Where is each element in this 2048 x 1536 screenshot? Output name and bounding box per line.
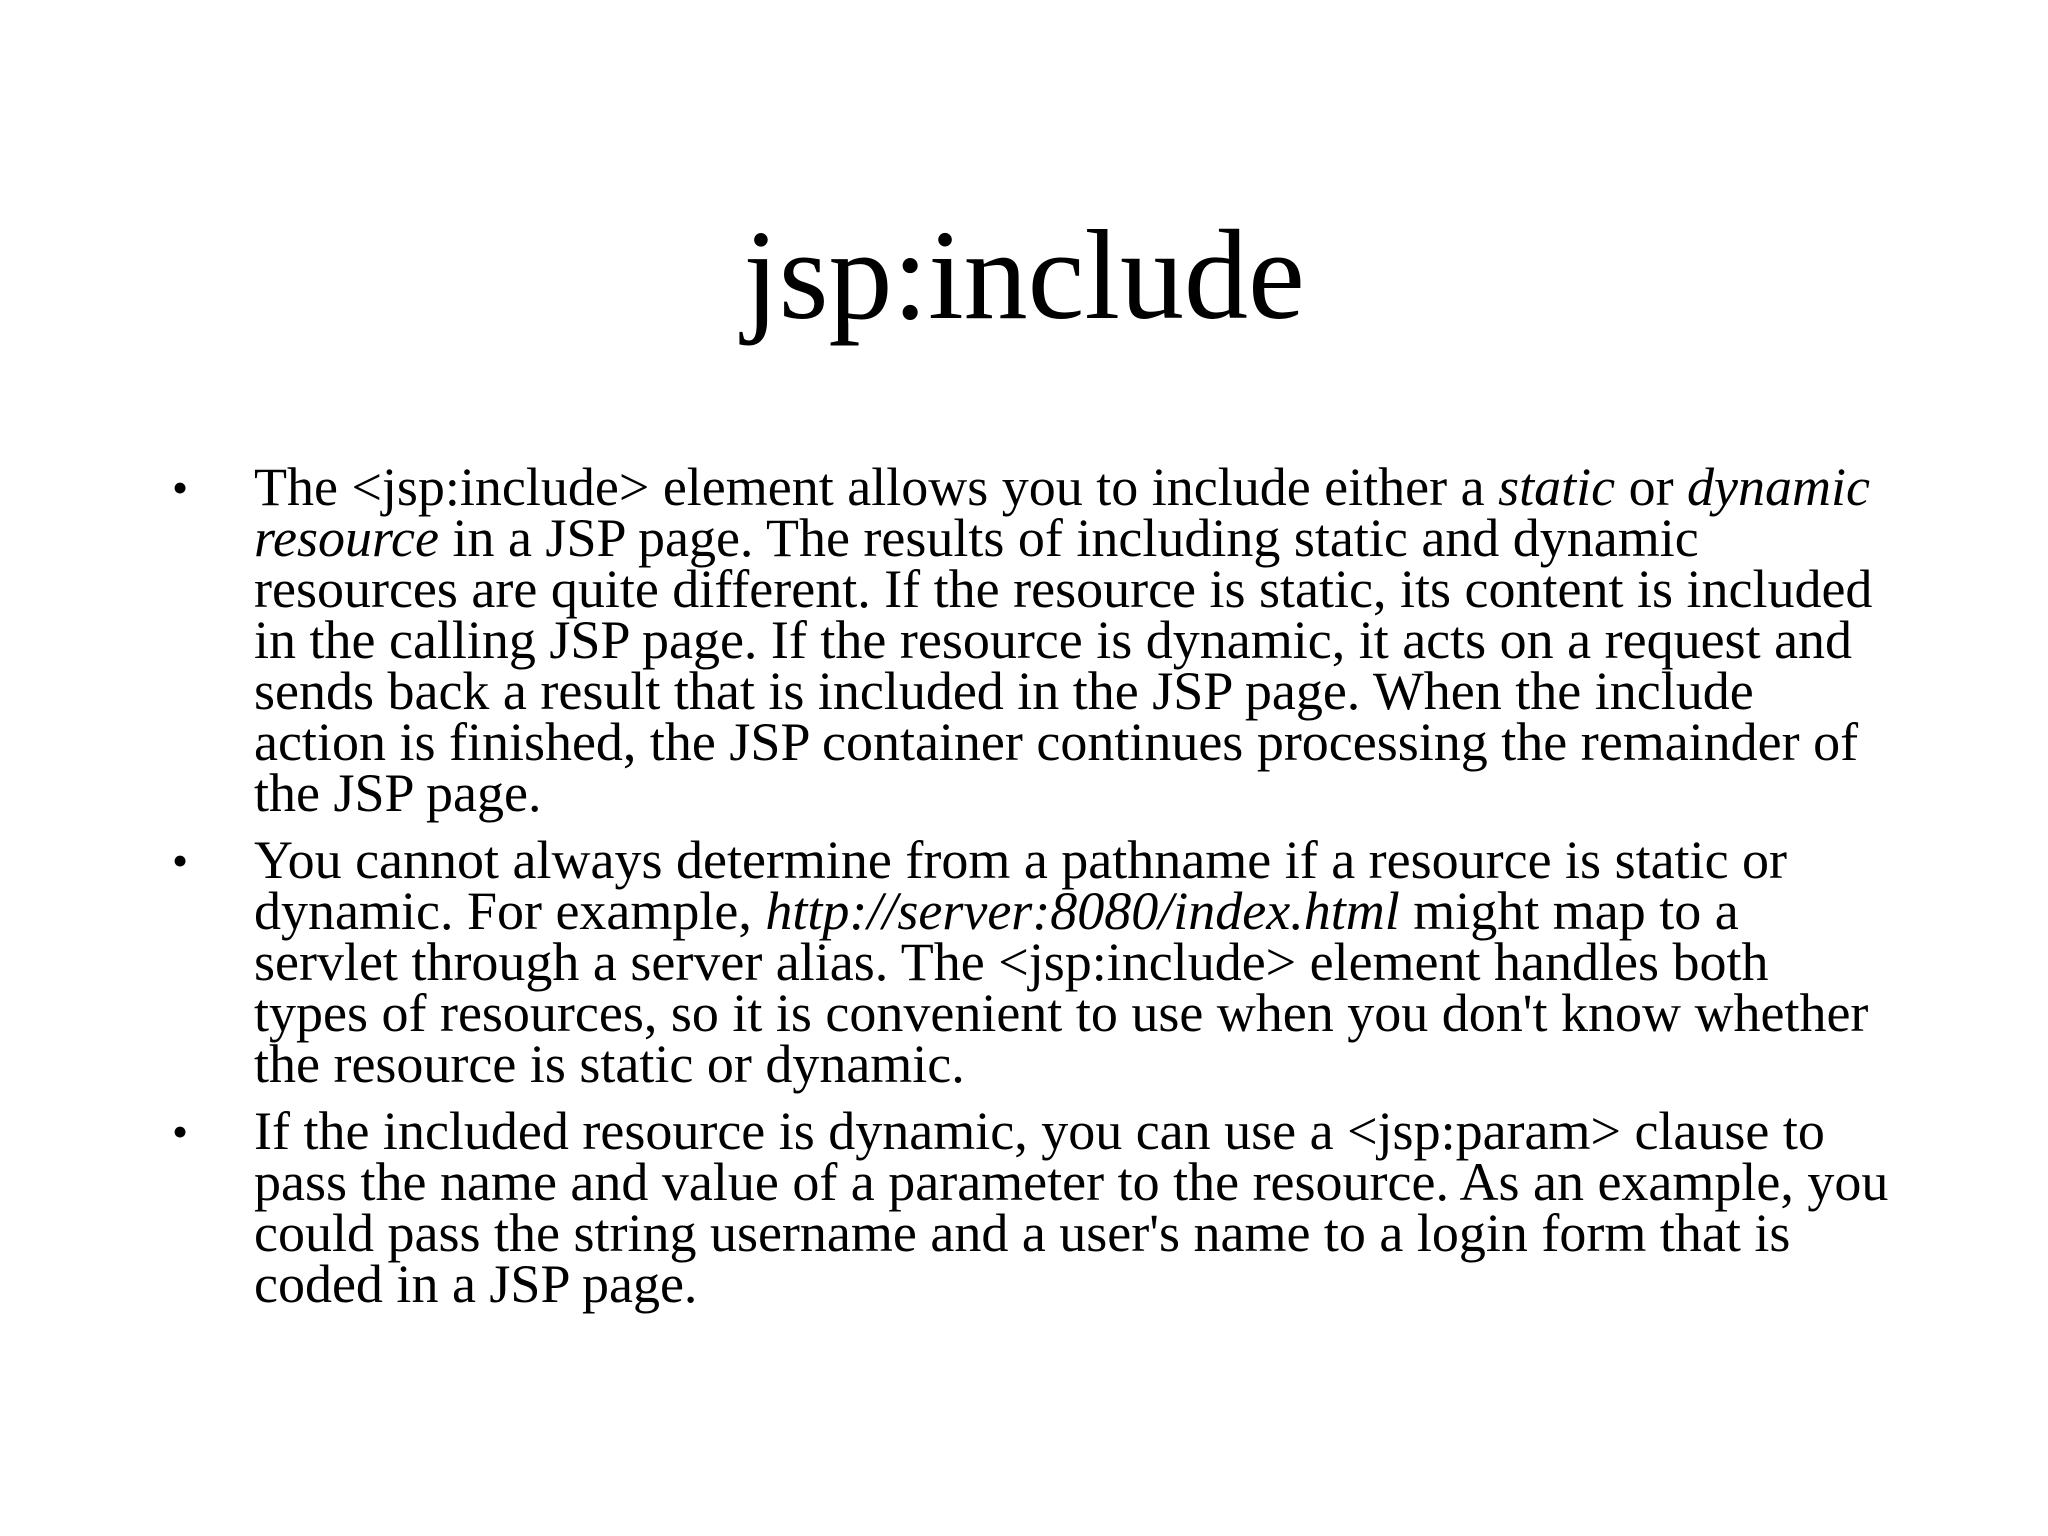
italic-text-segment: static: [1498, 457, 1616, 517]
bullet-text: [254, 457, 1872, 823]
text-segment: or: [1615, 457, 1688, 517]
bullet-dot: •: [172, 1106, 189, 1157]
text-segment: You cannot always determine from a pathname if a resource is static or dynamic. For example,: [254, 830, 1788, 941]
text-segment: If the included resource is dynamic, you can use a <jsp:param> clause to pass the name and value of a parameter to the resource. As an example, you could pass the string username and a user's name to a login form that is coded in a JSP page.: [254, 1101, 1889, 1314]
bullet-dot: •: [172, 462, 189, 513]
bullet-list: [172, 457, 1892, 1326]
text-segment: in a JSP page. The results of including static and dynamic resources are quite different. If the resource is static, its content is included in the calling JSP page. If the resource is dynamic, it acts on a request and sends back a result that is included in the JSP page. When the include action is finished, the JSP container continues processing the remainder of the JSP page.: [254, 508, 1873, 823]
bullet-text: [254, 830, 1868, 1094]
text-segment: The <jsp:include> element allows you to include either a: [254, 457, 1499, 517]
bullet-dot: •: [172, 835, 189, 886]
slide-title: jsp:include: [743, 204, 1305, 346]
bullet-item: [172, 457, 1892, 823]
italic-url-segment: http://server:8080/index.html: [765, 881, 1400, 941]
text-segment: might map to a servlet through a server alias. The <jsp:include> element handles both types of resources, so it is convenient to use when you don't know whether the resource is static or dynamic.: [254, 881, 1869, 1094]
bullet-item: [172, 1101, 1892, 1314]
italic-text-segment: dynamic resource: [254, 457, 1870, 568]
bullet-item: [172, 830, 1892, 1094]
bullet-text: [254, 1101, 1888, 1314]
